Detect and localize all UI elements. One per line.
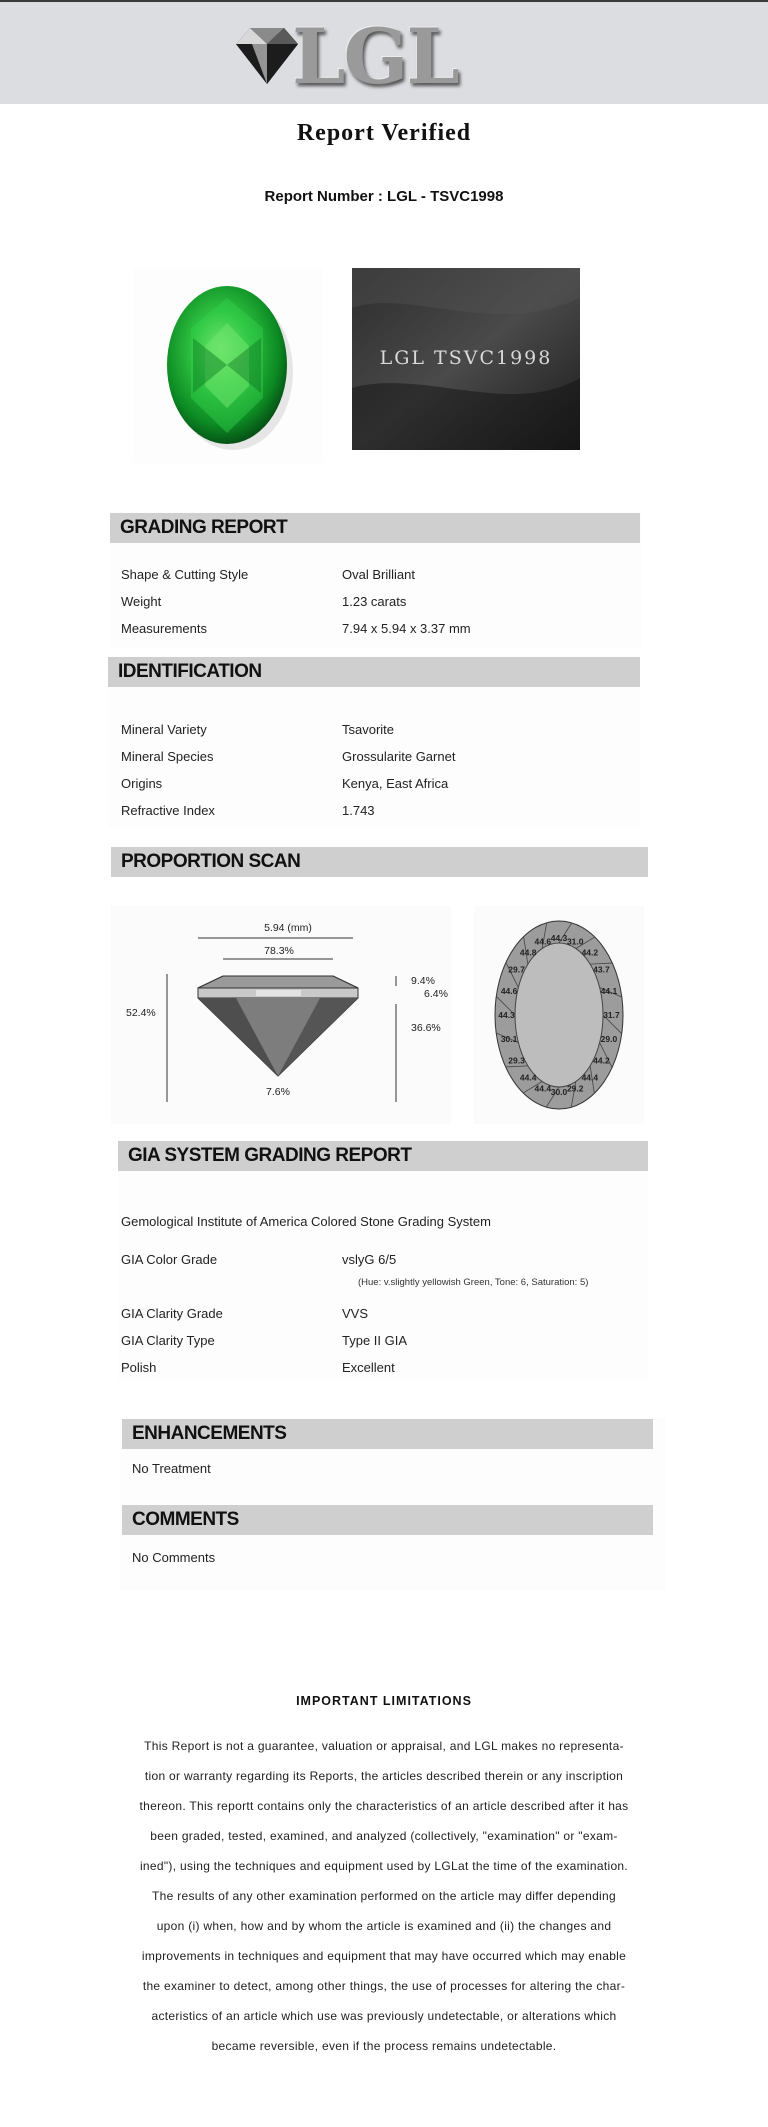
limitations-line: ined"), using the techniques and equipment used by LGLat the time of the examination. (139, 1859, 629, 1873)
profile-girdle-label: 6.4% (424, 988, 448, 1000)
grading-title: GRADING REPORT (120, 517, 288, 538)
identification-label-ri: Refractive Index (121, 803, 215, 818)
top-view-angle-label: 44.2 (593, 1055, 610, 1066)
page-title: Report Verified (296, 120, 472, 146)
gem-photo (133, 268, 323, 463)
proportion-title: PROPORTION SCAN (121, 851, 301, 872)
inscription-text: LGL TSVC1998 (379, 347, 553, 369)
gia-header (118, 1141, 648, 1171)
top-view-angle-label: 44.6 (500, 986, 518, 997)
enhancements-header (122, 1419, 653, 1449)
limitations-line: upon (i) when, how and by whom the article is examined and (ii) the changes and (156, 1919, 612, 1933)
gia-clarity-type-value: Type II GIA (342, 1333, 408, 1348)
top-view-angle-label: 30.1 (500, 1033, 518, 1044)
profile-culet-label: 7.6% (266, 1086, 290, 1098)
limitations-line: This Report is not a guarantee, valuation or appraisal, and LGL makes no representa- (144, 1739, 624, 1753)
logo-text: LGL (292, 12, 458, 101)
top-view-angle-label: 29.3 (508, 1055, 525, 1066)
identification-value-variety: Tsavorite (342, 722, 395, 737)
limitations-line: The results of any other examination performed on the article may differ depending (152, 1889, 616, 1903)
gia-clarity-type-label: GIA Clarity Type (121, 1333, 215, 1348)
top-view-angle-label: 44.4 (519, 1072, 537, 1083)
identification-value-ri: 1.743 (342, 803, 375, 818)
identification-title: IDENTIFICATION (118, 661, 262, 682)
gia-title: GIA SYSTEM GRADING REPORT (128, 1145, 412, 1166)
limitations-line: became reversible, even if the process remains undetectable. (211, 2039, 557, 2053)
identification-header (108, 657, 640, 687)
top-view-angle-label: 44.1 (600, 986, 618, 997)
top-view-angle-label: 30.0 (550, 1087, 568, 1098)
limitations-line: the examiner to detect, among other things, the use of processes for altering the char- (142, 1979, 626, 1993)
comments-text: No Comments (132, 1550, 216, 1565)
gia-color-label: GIA Color Grade (121, 1252, 218, 1267)
top-view-angle-label: 29.7 (508, 964, 525, 975)
enhancements-title: ENHANCEMENTS (132, 1423, 287, 1444)
top-view-angle-label: 29.2 (566, 1083, 584, 1094)
top-view-angle-label: 44.4 (581, 1072, 599, 1083)
report-number: Report Number : LGL - TSVC1998 (264, 188, 504, 205)
profile-width-label: 5.94 (mm) (264, 922, 312, 934)
top-view-angle-label: 44.2 (581, 947, 599, 958)
limitations-line: thereon. This reportt contains only the characteristics of an article described after it has (139, 1799, 629, 1813)
comments-header (122, 1505, 653, 1535)
top-view-angle-label: 31.7 (603, 1010, 620, 1020)
top-view-angle-label: 44.8 (519, 947, 537, 958)
grading-label-shape: Shape & Cutting Style (121, 567, 249, 582)
gia-color-value: vslyG 6/5 (342, 1252, 397, 1267)
lgl-logo[interactable] (232, 12, 492, 101)
grading-label-weight: Weight (121, 594, 162, 609)
top-view-angle-label: 44.3 (550, 932, 568, 943)
top-view-diagram (474, 906, 644, 1124)
grading-value-weight: 1.23 carats (342, 594, 407, 609)
identification-value-species: Grossularite Garnet (342, 749, 456, 764)
top-view-table (515, 943, 603, 1087)
inscription-photo (352, 268, 580, 450)
grading-value-measurements: 7.94 x 5.94 x 3.37 mm (342, 621, 471, 636)
gia-intro: Gemological Institute of America Colored Stone Grading System (121, 1214, 491, 1229)
identification-label-origins: Origins (121, 776, 163, 791)
profile-pavilion-label: 36.6% (411, 1022, 441, 1034)
identification-value-origins: Kenya, East Africa (342, 776, 449, 791)
profile-crown-label: 9.4% (411, 975, 435, 987)
limitations-line: tion or warranty regarding its Reports, the articles described therein or any inscription (144, 1769, 624, 1783)
top-view-angle-label: 44.4 (534, 1083, 552, 1094)
enhancements-text: No Treatment (132, 1461, 211, 1476)
gia-color-note: (Hue: v.slightly yellowish Green, Tone: 6, Saturation: 5) (358, 1277, 589, 1288)
limitations-line: acteristics of an article which use was previously undetectable, or alterations which (151, 2009, 617, 2023)
top-view-angle-label: 44.3 (498, 1010, 515, 1020)
gia-polish-value: Excellent (342, 1360, 395, 1375)
top-view-angle-label: 29.0 (600, 1033, 618, 1044)
grading-label-measurements: Measurements (121, 621, 207, 636)
limitations-line: improvements in techniques and equipment that may have occurred which may enable (141, 1949, 627, 1963)
comments-title: COMMENTS (132, 1509, 239, 1530)
limitations-title: IMPORTANT LIMITATIONS (296, 1694, 472, 1708)
top-view-angle-label: 44.6 (534, 936, 552, 947)
proportion-header (111, 847, 648, 877)
grading-header (110, 513, 640, 543)
limitations-line: been graded, tested, examined, and analyzed (collectively, "examination" or "exam- (150, 1829, 618, 1843)
gia-clarity-grade-value: VVS (342, 1306, 369, 1321)
header-banner (0, 2, 768, 104)
gia-clarity-grade-label: GIA Clarity Grade (121, 1306, 223, 1321)
profile-total-depth-label: 52.4% (126, 1007, 156, 1019)
top-view-angle-label: 31.0 (566, 936, 584, 947)
profile-diagram (111, 906, 451, 1124)
top-view-angle-label: 43.7 (593, 964, 610, 975)
profile-table-label: 78.3% (264, 945, 294, 957)
gia-polish-label: Polish (121, 1360, 157, 1375)
grading-value-shape: Oval Brilliant (342, 567, 415, 582)
identification-label-variety: Mineral Variety (121, 722, 207, 737)
identification-label-species: Mineral Species (121, 749, 214, 764)
